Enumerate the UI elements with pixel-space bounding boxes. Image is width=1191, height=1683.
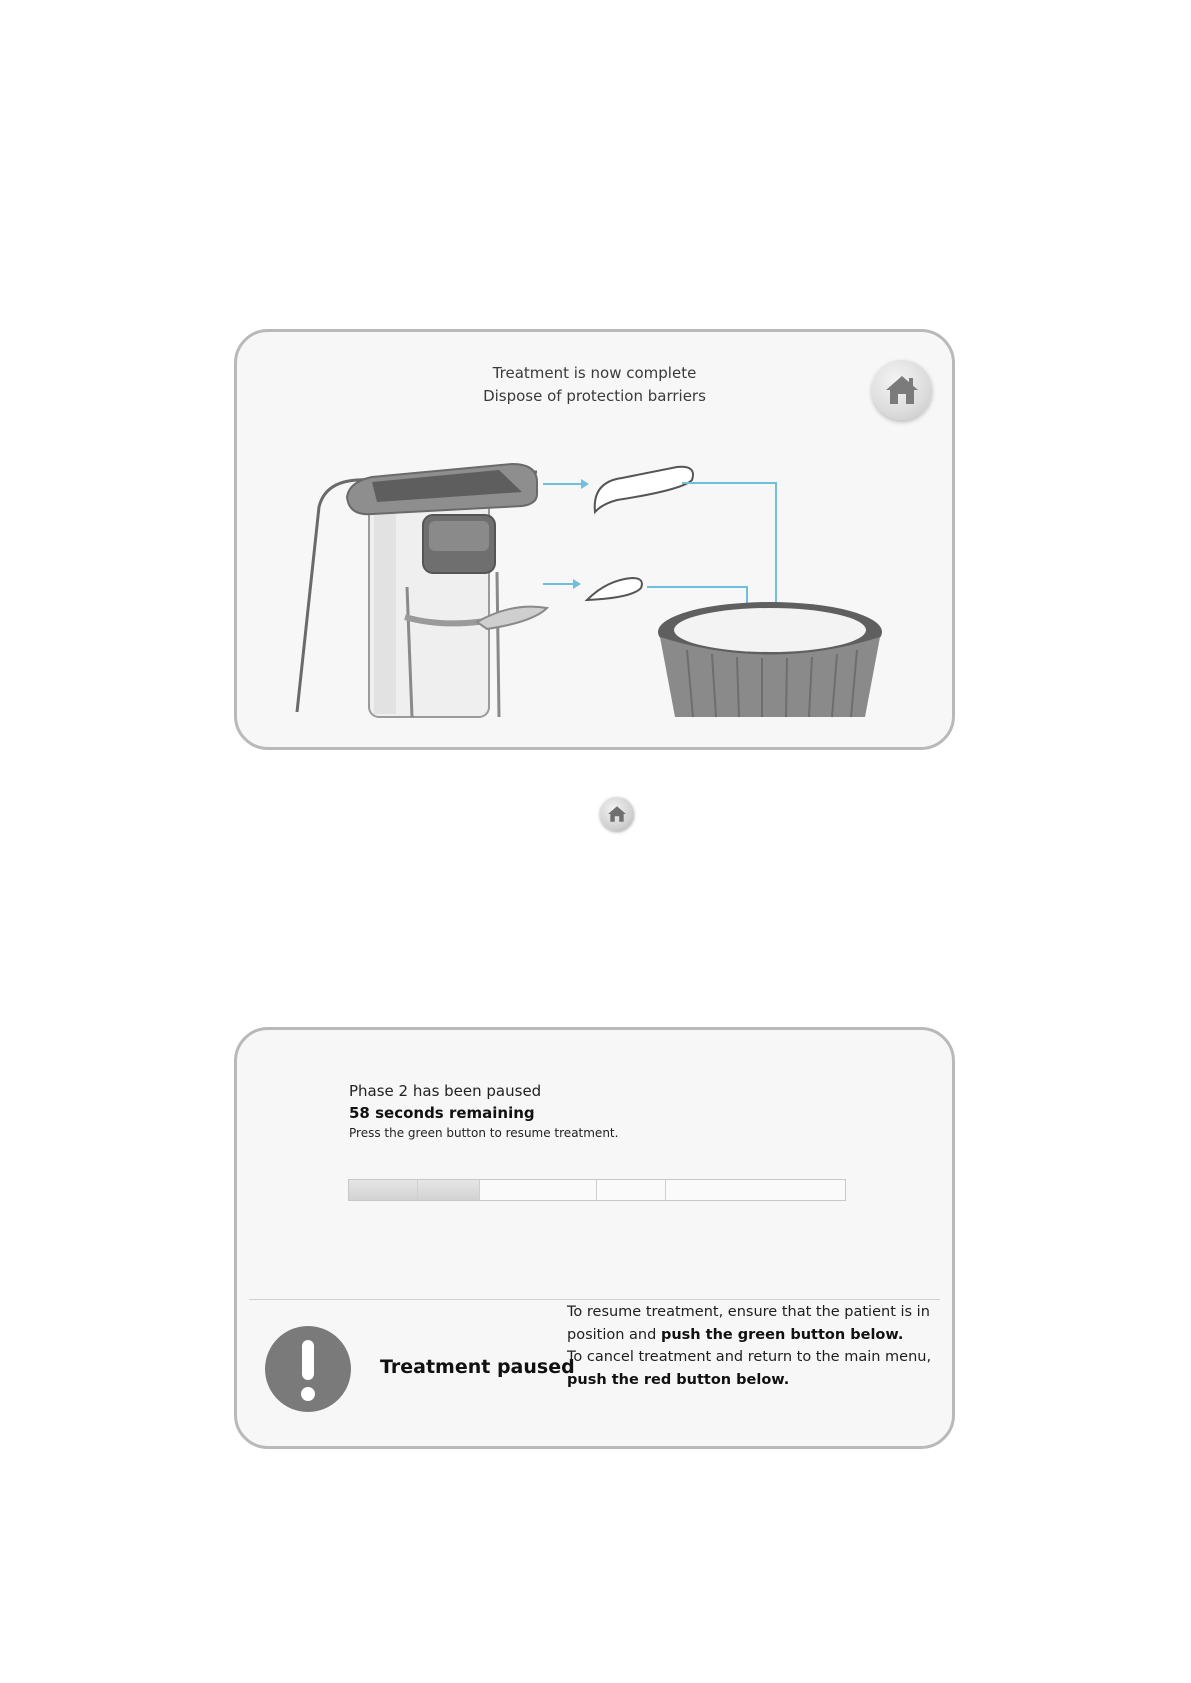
treatment-paused-screen (234, 1027, 955, 1449)
phase-status-block (349, 1080, 618, 1142)
divider (249, 1299, 940, 1300)
resume-hint: Press the green button to resume treatment. (349, 1126, 619, 1140)
progress-segment (349, 1180, 418, 1200)
completion-line-1: Treatment is now complete (492, 364, 697, 382)
cancel-instruction: To cancel treatment and return to the main menu, push the red button below. (567, 1349, 932, 1388)
home-icon-inline (600, 797, 634, 831)
progress-segment (480, 1180, 597, 1200)
completion-line-2: Dispose of protection barriers (483, 387, 706, 405)
exclamation-icon (265, 1326, 351, 1412)
progress-segment (418, 1180, 480, 1200)
phase-progress-bar (348, 1179, 846, 1201)
paused-instructions (567, 1301, 947, 1391)
time-remaining: 58 seconds remaining (349, 1104, 535, 1122)
barrier-disposal-illustration (237, 332, 955, 750)
home-icon (607, 805, 627, 823)
resume-instruction: To resume treatment, ensure that the patient is in position and push the green button below. (567, 1304, 930, 1343)
cancel-instruction-emphasis: push the red button below. (567, 1371, 790, 1388)
treatment-paused-title: Treatment paused (380, 1356, 575, 1378)
resume-instruction-emphasis: push the green button below. (660, 1326, 904, 1343)
progress-segment (597, 1180, 666, 1200)
progress-segment (666, 1180, 845, 1200)
treatment-complete-screen (234, 329, 955, 750)
phase-status: Phase 2 has been paused (349, 1082, 542, 1100)
